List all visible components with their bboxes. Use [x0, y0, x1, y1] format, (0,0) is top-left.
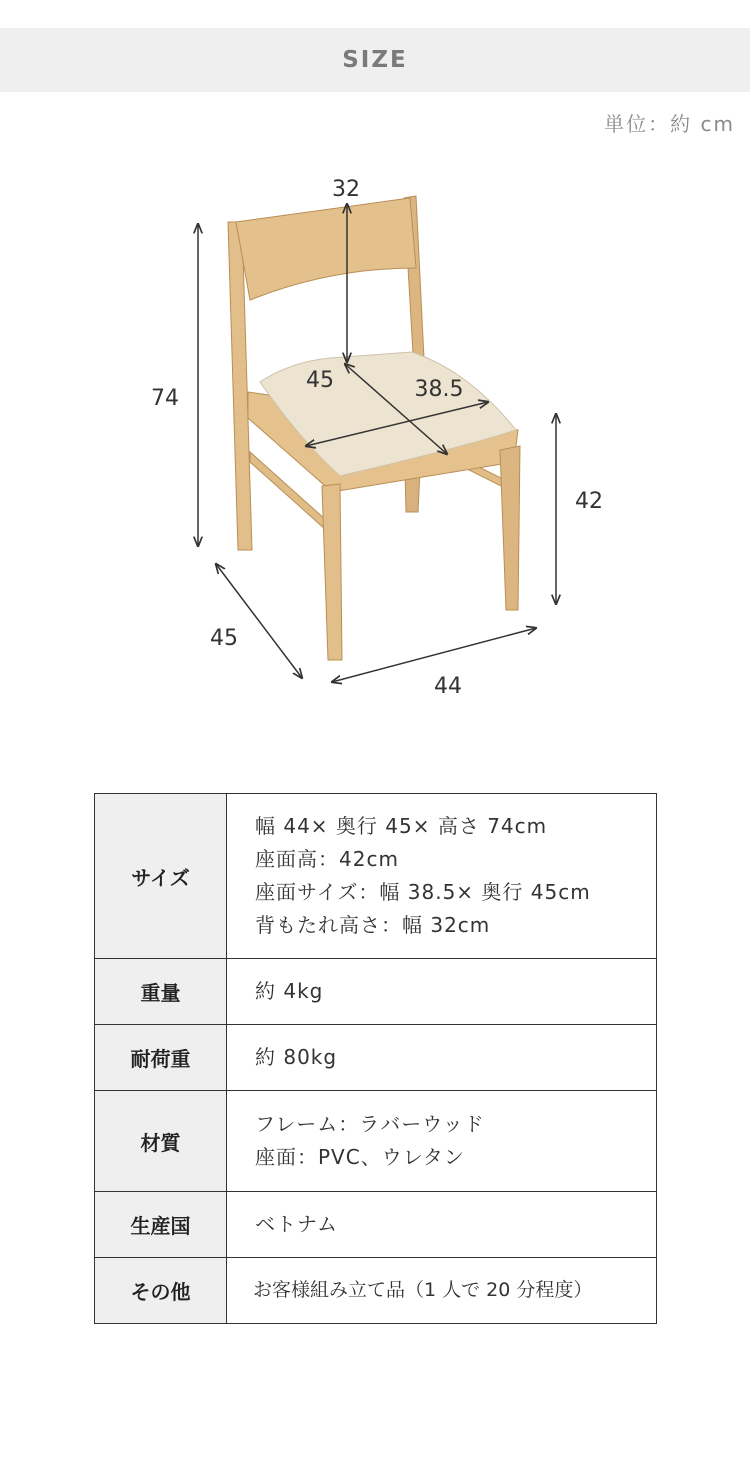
spec-row-material [95, 1091, 657, 1192]
spec-label-other: その他 [95, 1258, 227, 1324]
spec-value-weight [227, 959, 657, 1025]
spec-label-load: 耐荷重 [95, 1025, 227, 1091]
size-header-bar [0, 28, 750, 92]
depth-label: 45 [210, 626, 238, 651]
seat-height-label: 42 [575, 489, 603, 514]
spec-origin-line-1: ベトナム [255, 1212, 338, 1236]
spec-load-line-1: 約 80kg [255, 1045, 338, 1069]
depth-line [216, 564, 302, 678]
spec-row-size [95, 794, 657, 959]
chair-image [228, 196, 520, 660]
spec-weight-line-1: 約 4kg [255, 979, 324, 1003]
spec-material-line-2: 座面：PVC、ウレタン [255, 1145, 465, 1169]
spec-value-other [227, 1258, 657, 1324]
spec-row-load [95, 1025, 657, 1091]
width-label: 44 [434, 674, 462, 699]
spec-label-origin: 生産国 [95, 1192, 227, 1258]
spec-table [94, 793, 657, 1324]
spec-other-line-1: お客様組み立て品（1 人で 20 分程度） [253, 1279, 593, 1301]
total-height-label: 74 [151, 386, 179, 411]
chair-dimension-illustration [0, 150, 750, 710]
spec-label-size: サイズ [95, 794, 227, 959]
size-title: SIZE [342, 47, 408, 73]
spec-row-origin [95, 1192, 657, 1258]
spec-row-weight [95, 959, 657, 1025]
spec-size-line-2: 座面高：42cm [255, 847, 399, 871]
spec-size-line-1: 幅 44× 奥行 45× 高さ 74cm [255, 814, 548, 838]
spec-material-line-1: フレーム：ラバーウッド [255, 1112, 485, 1136]
spec-label-material: 材質 [95, 1091, 227, 1192]
spec-value-load [227, 1025, 657, 1091]
spec-size-line-4: 背もたれ高さ：幅 32cm [255, 913, 491, 937]
spec-size-line-3: 座面サイズ：幅 38.5× 奥行 45cm [255, 880, 591, 904]
spec-label-weight: 重量 [95, 959, 227, 1025]
back-height-label: 32 [332, 177, 360, 202]
spec-value-origin [227, 1192, 657, 1258]
spec-value-size [227, 794, 657, 959]
unit-label: 単位：約 cm [604, 112, 735, 136]
seat-depth-label: 45 [306, 368, 334, 393]
seat-width-label: 38.5 [414, 377, 464, 402]
spec-value-material [227, 1091, 657, 1192]
spec-row-other [95, 1258, 657, 1324]
